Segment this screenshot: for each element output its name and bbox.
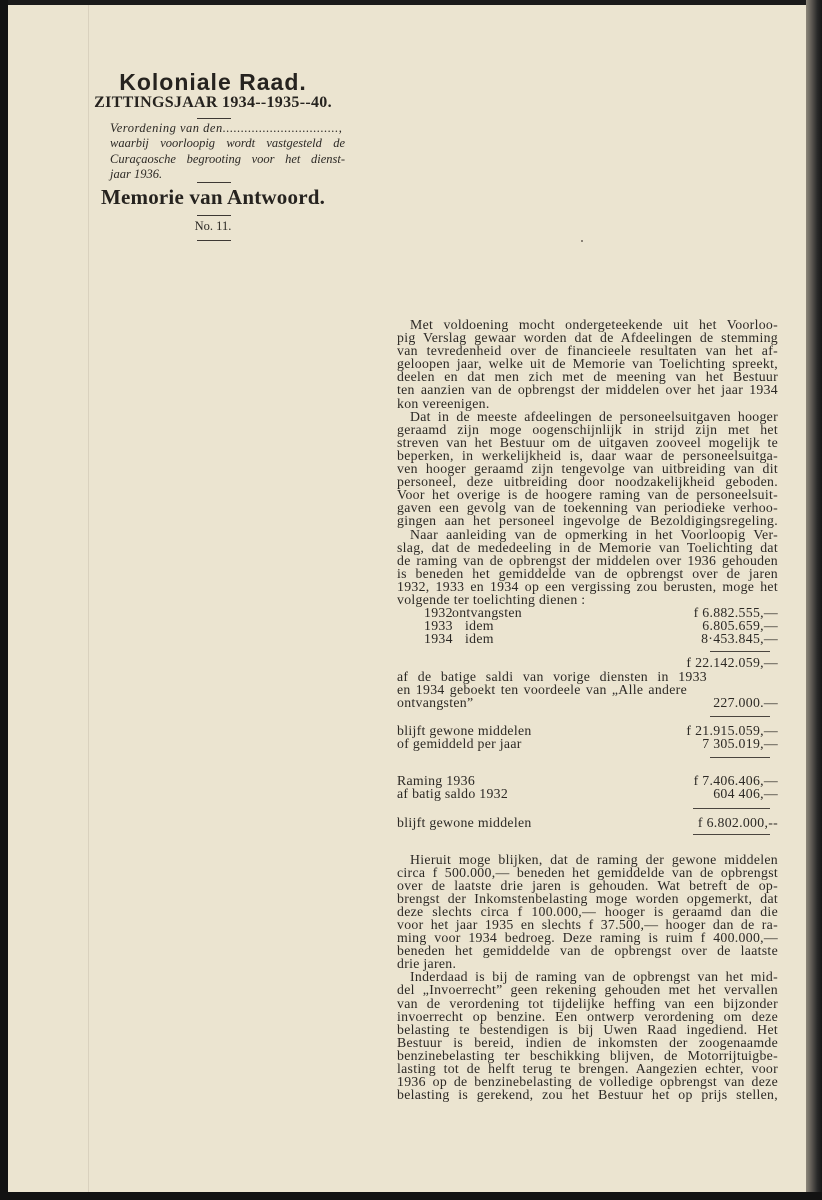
text-line: brengst der Inkomstenbelasting moge worden opgemerkt, dat <box>397 890 778 906</box>
deduction-row <box>397 683 778 696</box>
text-line: Inderdaad is bij de raming van de opbrengst van het mid- <box>410 969 778 985</box>
text-line: lasting tot de helft terug te brengen. Aangezien echter, voor <box>397 1061 778 1076</box>
text-line: deze slechts circa f 100.000,— hooger is geraamd dan die <box>397 903 778 919</box>
text-line: geraamd zijn moge oogenschijnlijk in strijd zijn met het <box>397 421 778 437</box>
text-line: Dat in de meeste afdeelingen de personeelsuitgaven hooger <box>410 408 778 424</box>
row-amount: f 7.406.406,— <box>693 772 778 788</box>
deduction-text: en 1934 geboekt ten voordeele van „Alle andere <box>397 681 687 697</box>
row-label: of gemiddeld per jaar <box>397 735 522 751</box>
deduction-row <box>397 670 778 683</box>
row-amount: f 6.802.000,-- <box>697 814 778 830</box>
table-row-1933 <box>397 619 778 632</box>
text-line: pig Verslag gewaar worden dat de Afdeelingen de stemming <box>397 330 778 346</box>
sum-rule <box>710 716 770 717</box>
text-line: belasting te bestendigen is bij Uwen Raad ingediend. Het <box>397 1021 778 1037</box>
text-line: van de verordening tot tijdelijke heffing van een bijzonder <box>397 995 778 1011</box>
document-title: Memorie van Antwoord. <box>100 185 326 209</box>
text-line: gaven een gevolg van de toekenning van periodieke verhoo- <box>397 500 778 516</box>
scan-edge-right <box>806 0 822 1200</box>
deduction-text: ontvangsten” <box>397 694 474 710</box>
text-line: Naar aanleiding van de opmerking in het Voorloopig Ver- <box>410 526 778 542</box>
remaining-row <box>397 724 778 737</box>
text-line: drie jaren. <box>397 956 457 972</box>
row-label: blijft gewone middelen <box>397 722 532 738</box>
text-line: Bestuur is bereid, indien de inkomsten der zoogenaamde <box>397 1034 778 1050</box>
row-label: idem <box>465 630 494 646</box>
text-line: Hieruit moge blijken, dat de raming der gewone middelen <box>410 851 778 867</box>
subject-line: Curaçaosche begrooting voor het dienst- <box>110 151 345 166</box>
text-line: deelen en dat men zich met de meening van het Bestuur <box>397 369 778 385</box>
average-row <box>397 737 778 750</box>
text-line: kon vereenigen. <box>397 395 490 411</box>
text-line: del „Invoerrecht” geen rekening gehouden met het vervallen <box>397 982 778 998</box>
document-number: No. 11. <box>194 219 232 233</box>
row-label: ontvangsten <box>452 604 522 620</box>
row-label: idem <box>465 617 494 633</box>
text-line: Met voldoening mocht ondergeteekende uit het Voorloo- <box>410 317 778 332</box>
row-year: 1933 <box>424 617 453 633</box>
body-column <box>397 0 778 1200</box>
final-row <box>397 816 778 829</box>
text-line: de raming van de opbrengst der middelen over 1936 gehouden <box>397 552 778 568</box>
deduction-text: af de batige saldi van vorige diensten in 1933 <box>397 668 707 684</box>
text-line: volgende ter toelichting dienen : <box>397 591 586 607</box>
text-line: over de laatste drie jaren is gehouden. Wat betreft de op- <box>397 877 778 893</box>
page-fold-line <box>88 5 89 1192</box>
header-rule-2 <box>197 182 231 183</box>
text-line: is beneden het gemiddelde van de opbrengst over de jaren <box>397 565 778 581</box>
text-line: circa f 500.000,— beneden het gemiddelde van de opbrengst <box>397 864 778 880</box>
header-rule-1 <box>197 118 231 119</box>
row-label: Raming 1936 <box>397 772 476 788</box>
surplus-row <box>397 787 778 800</box>
text-line: beperken, in werkelijkheid is, daar waar de personeelsuitga- <box>397 447 778 463</box>
subject-line: jaar 1936. <box>110 166 163 181</box>
text-line: personeel, deze uitbreiding door noodzakelijkheid geboden. <box>397 474 778 490</box>
header-rule-3 <box>197 215 231 216</box>
text-line: ven hooger geraamd zijn tengevolge van uitbreiding van dit <box>397 461 778 477</box>
table-row-1932 <box>397 606 778 619</box>
text-line: voor het jaar 1935 en slechts f 37.500,— hooger dan de ra- <box>397 916 778 932</box>
text-line: beneden het gemiddelde van de opbrengst over de laatste <box>397 943 778 959</box>
text-line: 1932, 1933 en 1934 op een vergissing zou berusten, moge het <box>397 578 778 594</box>
sum-rule <box>693 834 770 835</box>
row-amount: f 6.882.555,— <box>693 604 778 620</box>
paragraphs-top <box>397 318 778 606</box>
row-label: af batig saldo 1932 <box>397 785 509 801</box>
row-amount: 7 305.019,— <box>702 735 778 751</box>
deduction-amount: 227.000.— <box>713 694 778 710</box>
sum-rule <box>693 808 770 809</box>
text-line: geloopen jaar, welke uit de Memorie van Toelichting spreekt, <box>397 356 778 372</box>
row-year: 1934 <box>424 630 453 646</box>
sum-rule <box>710 651 770 652</box>
paragraphs-bottom <box>397 853 778 1102</box>
text-line: benzinebelasting ter beschikking blijven, de Motorrijtuigbe- <box>397 1047 778 1063</box>
deduction-row <box>397 696 778 709</box>
text-line: Voor het overige is de hoogere raming van de personeelsuit- <box>397 487 778 503</box>
estimate-row <box>397 774 778 787</box>
header-rule-4 <box>197 240 231 241</box>
subject-description <box>110 121 345 182</box>
text-line: 1936 op de benzinebelasting de volledige opbrengst van deze <box>397 1074 778 1090</box>
subject-line: Verordening van den................................, <box>110 121 343 135</box>
row-amount: 8·453.845,— <box>701 630 778 646</box>
text-line: streven van het Bestuur om de uitgaven zooveel mogelijk te <box>397 434 778 450</box>
row-label: blijft gewone middelen <box>397 814 532 830</box>
text-line: ming voor 1934 bedroeg. Deze raming is ruim f 400.000,— <box>397 930 778 946</box>
scan-edge-left <box>0 0 8 1200</box>
row-amount: 604 406,— <box>713 785 778 801</box>
subtotal-row <box>397 656 778 669</box>
text-line: ten aanzien van de opbrengst der middelen over het jaar 1934 <box>397 382 778 398</box>
table-row-1934 <box>397 632 778 645</box>
row-amount: 6.805.659,— <box>702 617 778 633</box>
sum-rule <box>710 757 770 758</box>
subtotal-amount: f 22.142.059,— <box>686 654 778 670</box>
text-line: belasting is gerekend, zou het Bestuur het op prijs stellen, <box>397 1087 778 1103</box>
session-year: ZITTINGSJAAR 1934--1935--40. <box>94 94 332 111</box>
text-line: slag, dat de mededeeling in de Memorie van Toelichting dat <box>397 539 778 555</box>
row-amount: f 21.915.059,— <box>686 722 778 738</box>
text-line: van tevredenheid over de financieele resultaten van het af- <box>397 343 778 359</box>
row-year: 1932 <box>424 604 453 620</box>
text-line: invoerrecht op benzine. Een ontwerp verordening om deze <box>397 1008 778 1024</box>
subject-line: waarbij voorloopig wordt vastgesteld de <box>110 136 345 151</box>
text-line: gingen aan het personeel ingevolge de Bezoldigingsregeling. <box>397 513 778 529</box>
council-title: Koloniale Raad. <box>119 69 307 95</box>
